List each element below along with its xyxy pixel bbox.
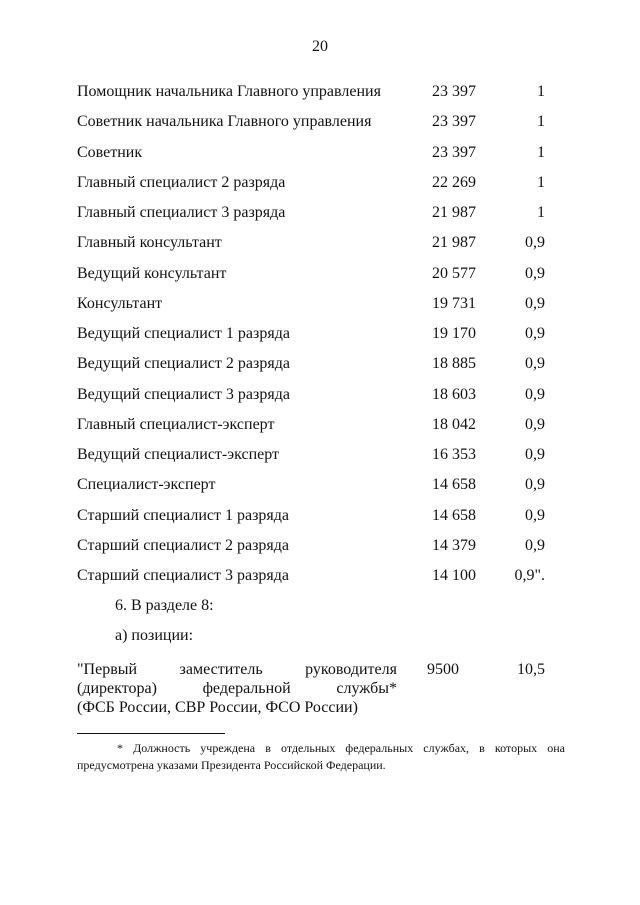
position-title-line-1	[77, 660, 397, 679]
table-row	[0, 172, 640, 194]
table-row	[0, 293, 640, 315]
coefficient-value: 0,9	[525, 446, 545, 463]
position-name: Советник	[77, 144, 143, 161]
position-word: руководителя	[305, 661, 397, 678]
table-row	[0, 384, 640, 406]
table-row	[0, 353, 640, 375]
table-row	[0, 565, 640, 587]
position-salary: 9500	[427, 661, 459, 678]
salary-value: 19 170	[432, 325, 476, 342]
page-number: 20	[312, 38, 328, 55]
coefficient-value: 0,9	[525, 355, 545, 372]
table-row	[0, 81, 640, 103]
salary-value: 19 731	[432, 295, 476, 312]
salary-value: 14 658	[432, 476, 476, 493]
position-name: Ведущий специалист 2 разряда	[77, 355, 290, 372]
section-heading: 6. В разделе 8:	[115, 597, 214, 614]
table-row	[0, 444, 640, 466]
position-word: "Первый	[77, 661, 138, 678]
coefficient-value: 0,9	[525, 476, 545, 493]
coefficient-value: 1	[537, 204, 545, 221]
coefficient-value: 0,9	[525, 507, 545, 524]
coefficient-value: 0,9	[525, 416, 545, 433]
footnote-divider	[77, 733, 225, 734]
table-row	[0, 323, 640, 345]
position-name: Консультант	[77, 295, 163, 312]
salary-value: 21 987	[432, 234, 476, 251]
position-word: службы*	[336, 680, 397, 697]
table-row	[0, 505, 640, 527]
coefficient-value: 1	[537, 113, 545, 130]
salary-value: 21 987	[432, 204, 476, 221]
salary-value: 22 269	[432, 174, 476, 191]
coefficient-value: 0,9	[525, 325, 545, 342]
coefficient-value: 1	[537, 144, 545, 161]
position-name: Помощник начальника Главного управления	[77, 83, 381, 100]
footnote: * Должность учреждена в отдельных федеральных службах, в которых она предусмотрена указами Президента Российской Федерации.	[77, 741, 565, 772]
coefficient-value: 0,9	[525, 295, 545, 312]
position-name: Ведущий специалист 3 разряда	[77, 386, 290, 403]
salary-value: 23 397	[432, 144, 476, 161]
position-name: Ведущий специалист 1 разряда	[77, 325, 290, 342]
position-name: Главный консультант	[77, 234, 222, 251]
salary-value: 14 379	[432, 537, 476, 554]
position-name: Главный специалист-эксперт	[77, 416, 275, 433]
salary-value: 16 353	[432, 446, 476, 463]
table-row	[0, 535, 640, 557]
position-word: федеральной	[202, 680, 291, 697]
position-name: Ведущий специалист-эксперт	[77, 446, 280, 463]
salary-value: 23 397	[432, 113, 476, 130]
coefficient-value: 0,9	[525, 234, 545, 251]
salary-value: 18 885	[432, 355, 476, 372]
coefficient-value: 0,9	[525, 537, 545, 554]
coefficient-value: 0,9	[525, 386, 545, 403]
salary-value: 23 397	[432, 83, 476, 100]
salary-value: 20 577	[432, 265, 476, 282]
position-title-line-2	[77, 679, 397, 698]
table-row	[0, 142, 640, 164]
salary-value: 18 603	[432, 386, 476, 403]
coefficient-value: 0,9	[525, 265, 545, 282]
coefficient-value: 0,9".	[514, 567, 545, 584]
table-row	[0, 232, 640, 254]
table-row	[0, 263, 640, 285]
position-name: Ведущий консультант	[77, 265, 227, 282]
position-name: Старший специалист 3 разряда	[77, 567, 289, 584]
coefficient-value: 1	[537, 83, 545, 100]
position-name: Главный специалист 2 разряда	[77, 174, 286, 191]
salary-value: 14 100	[432, 567, 476, 584]
position-title	[77, 660, 567, 717]
table-row	[0, 474, 640, 496]
position-name: Советник начальника Главного управления	[77, 113, 372, 130]
position-word: (директора)	[77, 680, 157, 697]
salary-value: 14 658	[432, 507, 476, 524]
salary-value: 18 042	[432, 416, 476, 433]
position-name: Специалист-эксперт	[77, 476, 216, 493]
position-word: заместитель	[179, 661, 263, 678]
position-name: Старший специалист 2 разряда	[77, 537, 289, 554]
subsection-label: а) позиции:	[115, 627, 194, 644]
table-row	[0, 414, 640, 436]
position-name: Главный специалист 3 разряда	[77, 204, 286, 221]
position-name: Старший специалист 1 разряда	[77, 507, 289, 524]
table-row	[0, 202, 640, 224]
position-title-line-3: (ФСБ России, СВР России, ФСО России)	[77, 699, 358, 716]
table-row	[0, 111, 640, 133]
position-coefficient: 10,5	[517, 661, 545, 678]
coefficient-value: 1	[537, 174, 545, 191]
